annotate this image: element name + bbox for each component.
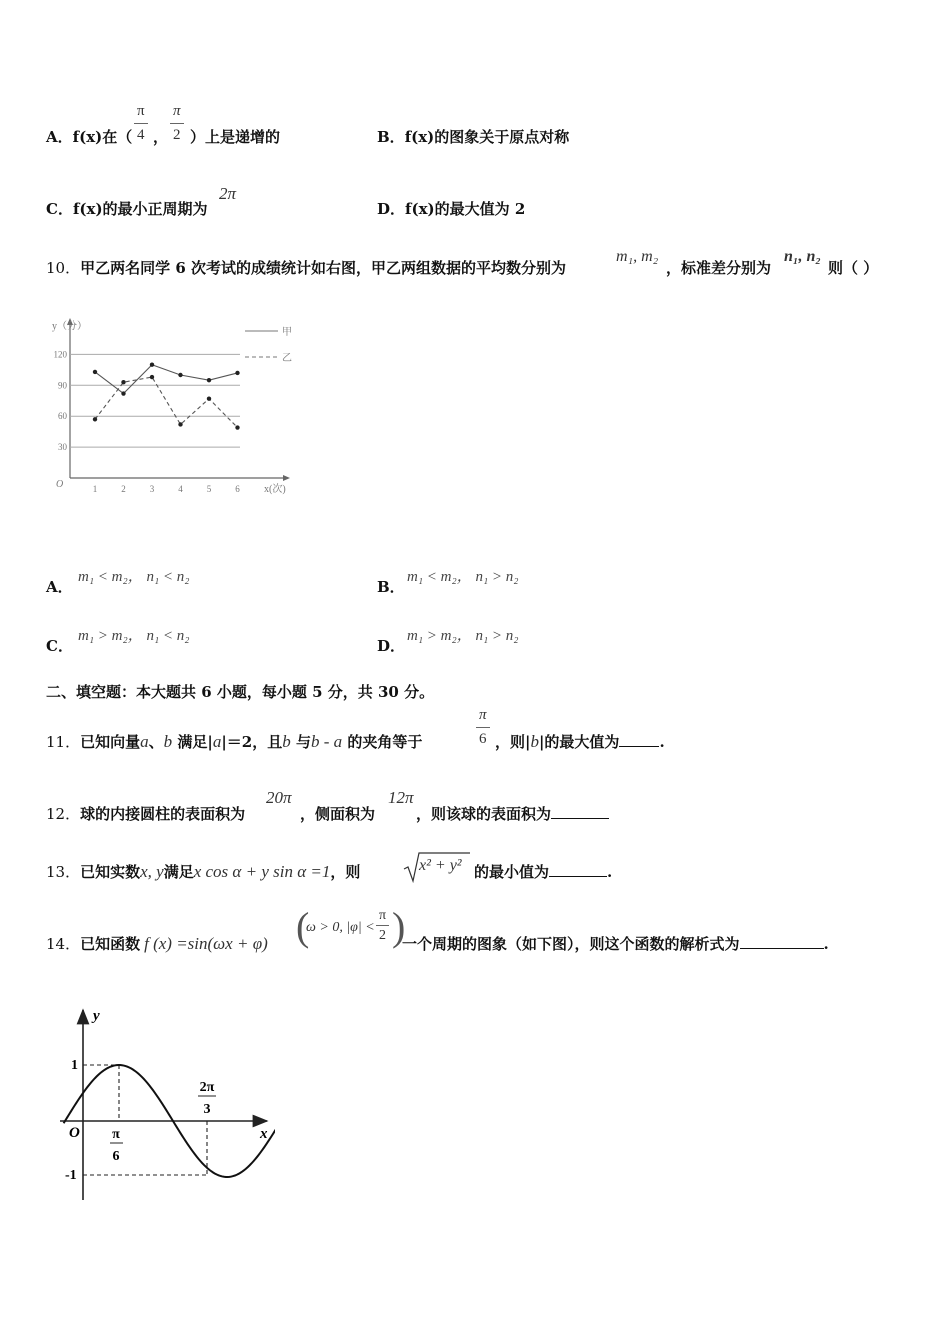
q13-text: 已知实数 [80, 863, 141, 881]
fraction-numerator: π [379, 908, 387, 923]
y-axis-label: y [93, 1008, 100, 1024]
x1-num: π [112, 1127, 120, 1142]
option-label: D． [377, 637, 406, 655]
fraction-numerator: π [137, 103, 145, 119]
y-tick-label: 30 [58, 442, 67, 453]
q13-text: . [607, 863, 613, 881]
x1-den: 6 [112, 1149, 120, 1164]
data-point [235, 425, 239, 429]
q10-option-d-math: m₁ > m₂， n₁ > n₂ [407, 628, 519, 644]
q9-a-separator: ， [153, 128, 169, 146]
q9-a-fraction-1 [134, 103, 148, 143]
q11-text: 满足| [172, 733, 213, 751]
q12 [46, 803, 245, 824]
data-point [121, 391, 125, 395]
q9-option-a [46, 126, 132, 147]
score-line-chart [50, 315, 310, 500]
origin-label: O [69, 1125, 80, 1141]
vector-b: b [163, 732, 173, 751]
question-number: 10． [46, 259, 81, 277]
q11-text: |＝2，且 [221, 733, 283, 751]
x-tick-label: 3 [149, 484, 155, 494]
fraction-numerator: π [173, 103, 181, 119]
question-number: 13． [46, 863, 81, 881]
q12-text: 球的内接圆柱的表面积为 [80, 805, 246, 823]
x-axis-label: x(次) [264, 484, 286, 495]
q10-means: m₁, m₂ [616, 248, 659, 265]
q11 [46, 731, 422, 752]
q14-condition-math: ω > 0, |φ| < [306, 920, 375, 935]
q11-tail [495, 731, 665, 752]
q12-tail [416, 803, 609, 824]
q13-math-radicand: x² + y² [419, 857, 462, 874]
q12-text: ，则该球的表面积为 [416, 805, 552, 823]
y-min-label: -1 [65, 1168, 77, 1183]
question-text: 甲乙两名同学 6 次考试的成绩统计如右图，甲乙两组数据的平均数分别为 [80, 259, 566, 277]
q10-stds: n₁, n₂ [784, 248, 821, 265]
option-label: C． [46, 200, 73, 218]
q10-option-a-label [46, 576, 73, 597]
q10-text-post: 则（ ） [828, 259, 879, 277]
vector-b-minus-a: b - a [310, 732, 343, 751]
y-axis-label: y（分） [52, 321, 87, 332]
y-tick-label: 60 [58, 411, 67, 422]
x-tick-label: 2 [121, 484, 126, 494]
q9-option-c [46, 198, 208, 219]
data-point [93, 370, 97, 374]
q14-text: 已知函数 [80, 935, 141, 953]
answer-blank[interactable] [740, 948, 824, 949]
q9-option-d [377, 198, 525, 219]
data-point [93, 417, 97, 421]
legend-label: 乙 [282, 353, 292, 364]
right-paren-icon: ) [392, 904, 406, 949]
q10-option-c-math: m₁ > m₂， n₁ < n₂ [78, 628, 190, 644]
y-tick-label: 120 [53, 349, 67, 360]
fraction-denominator: 4 [137, 126, 145, 143]
q10-option-a-math: m₁ < m₂， n₁ < n₂ [78, 569, 190, 585]
q14-condition-fraction [376, 908, 389, 944]
option-label: D． [377, 200, 406, 218]
q11-text: 的夹角等于 [342, 733, 423, 751]
question-number: 11． [46, 733, 81, 751]
series-line-yi [95, 377, 238, 427]
q12-math-lateral: 12π [388, 788, 414, 807]
q11-text: 已知向量 [80, 733, 141, 751]
question-number: 12． [46, 805, 81, 823]
sine-graph [55, 1000, 275, 1210]
x-axis-arrow-icon [283, 475, 290, 481]
answer-blank[interactable] [619, 746, 659, 747]
option-label: B． [377, 128, 405, 146]
answer-blank[interactable] [549, 876, 607, 877]
q13 [46, 861, 360, 882]
q11-text: . [659, 733, 665, 751]
legend-label: 甲 [282, 327, 292, 338]
question-number: 14． [46, 935, 81, 953]
data-point [121, 380, 125, 384]
vector-b: b [282, 732, 291, 751]
q10-option-b-math: m₁ < m₂， n₁ > n₂ [407, 569, 519, 585]
q11-text: |的最大值为 [538, 733, 620, 751]
q10-option-d-label [377, 635, 405, 656]
q14-text: 一个周期的图象（如下图），则这个函数的解析式为 [402, 935, 740, 953]
data-point [150, 375, 154, 379]
q14-math-function: f (x) =sin(ωx + φ) [144, 934, 268, 953]
q9-option-b [377, 126, 569, 147]
x-tick-label: 5 [206, 484, 212, 494]
q11-text: 与 [290, 733, 311, 751]
q10-stem [46, 257, 566, 278]
fraction-denominator: 2 [173, 126, 181, 143]
q9-a-text-post: ）上是递增的 [190, 128, 281, 146]
vector-a: a [212, 732, 222, 751]
data-point [235, 371, 239, 375]
series-line-jia [95, 365, 238, 394]
vector-a: a [140, 732, 149, 751]
q9-c-math: 2π [219, 184, 237, 203]
data-point [178, 422, 182, 426]
x2-num: 2π [199, 1080, 215, 1095]
q14-tail [402, 933, 829, 954]
q13-text: ，则 [330, 863, 361, 881]
q9-a-fraction-2 [170, 103, 184, 143]
x2-den: 3 [203, 1102, 211, 1117]
y-tick-label: 90 [58, 380, 67, 391]
x-axis-label: x [260, 1126, 268, 1142]
q12-text-mid: ，侧面积为 [300, 805, 376, 823]
data-point [207, 378, 211, 382]
data-point [150, 363, 154, 367]
fraction-denominator: 2 [379, 928, 387, 944]
fraction-numerator: π [479, 707, 487, 723]
q10-option-c-label [46, 635, 73, 656]
q13-text: 满足 [163, 863, 194, 881]
q11-text: 、 [148, 733, 164, 751]
left-paren-icon: ( [296, 904, 310, 949]
q12-math-surface: 20π [266, 788, 292, 807]
option-text: f(x)在（ [72, 128, 133, 146]
q10-text-mid: ，标准差分别为 [666, 259, 772, 277]
answer-blank[interactable] [551, 818, 609, 819]
q13-text: 的最小值为 [474, 863, 550, 881]
q13-math-vars: x, y [140, 862, 164, 881]
q11-fraction [476, 707, 490, 747]
option-text: f(x)的图象关于原点对称 [404, 128, 570, 146]
option-text: f(x)的最小正周期为 [72, 200, 208, 218]
q11-text: ，则| [495, 733, 531, 751]
x-tick-label: 6 [235, 484, 240, 494]
option-label: A． [46, 128, 73, 146]
q14 [46, 933, 268, 954]
q14-text: . [823, 935, 829, 953]
data-point [178, 373, 182, 377]
vector-b: b [530, 732, 539, 751]
q10-option-b-label [377, 576, 405, 597]
option-text: f(x)的最大值为 2 [405, 200, 526, 218]
option-label: A． [46, 578, 73, 596]
section-heading: 二、填空题：本大题共 6 小题，每小题 5 分，共 30 分。 [46, 683, 435, 701]
y-max-label: 1 [71, 1058, 78, 1073]
x-tick-label: 4 [178, 484, 183, 494]
q13-tail [474, 861, 612, 882]
x-tick-label: 1 [92, 484, 98, 494]
data-point [207, 396, 211, 400]
q13-math-equation: x cos α + y sin α =1 [193, 862, 331, 881]
option-label: C． [46, 637, 73, 655]
origin-label: O [56, 479, 64, 490]
option-label: B． [377, 578, 405, 596]
fraction-denominator: 6 [479, 730, 487, 747]
